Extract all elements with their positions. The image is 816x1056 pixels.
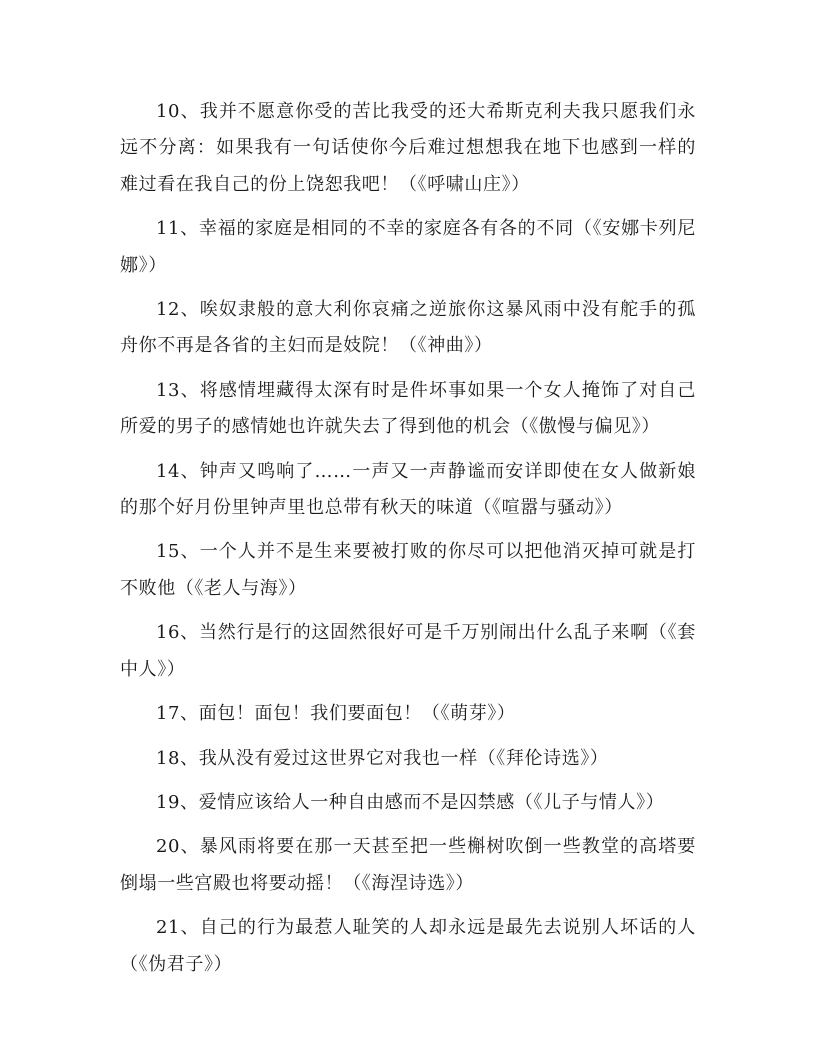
quote-paragraph-16: 16、当然行是行的这固然很好可是千万别闹出什么乱子来啊（《套中人》）	[120, 622, 696, 680]
quote-paragraph-17: 17、面包！面包！我们要面包！（《萌芽》）	[156, 703, 516, 725]
quote-paragraph-10: 10、我并不愿意你受的苦比我受的还大希斯克利夫我只愿我们永远不分离：如果我有一句话使你今后难过想想我在地下也感到一样的难过看在我自己的份上饶恕我吧！（《呼啸山庄》）	[120, 101, 696, 195]
quote-paragraph-11: 11、幸福的家庭是相同的不幸的家庭各有各的不同（《安娜卡列尼娜》）	[120, 218, 696, 276]
quote-paragraph-21: 21、自己的行为最惹人耻笑的人却永远是最先去说别人坏话的人（《伪君子》）	[120, 917, 696, 975]
quote-paragraph-12: 12、唉奴隶般的意大利你哀痛之逆旅你这暴风雨中没有舵手的孤舟你不再是各省的主妇而是妓院！（《神曲》）	[120, 299, 696, 357]
document-page	[120, 94, 696, 991]
quote-paragraph-15: 15、一个人并不是生来要被打败的你尽可以把他消灭掉可就是打不败他（《老人与海》）	[120, 541, 696, 599]
quote-paragraph-20: 20、暴风雨将要在那一天甚至把一些槲树吹倒一些教堂的高塔要倒塌一些宫殿也将要动摇！（《海涅诗选》）	[120, 836, 696, 894]
quote-paragraph-13: 13、将感情埋藏得太深有时是件坏事如果一个女人掩饰了对自己所爱的男子的感情她也许就失去了得到他的机会（《傲慢与偏见》）	[120, 379, 696, 438]
quote-paragraph-18: 18、我从没有爱过这世界它对我也一样（《拜伦诗选》）	[156, 747, 609, 769]
quote-paragraph-19: 19、爱情应该给人一种自由感而不是囚禁感（《儿子与情人》）	[156, 791, 665, 813]
quote-paragraph-14: 14、钟声又鸣响了……一声又一声静谧而安详即使在女人做新娘的那个好月份里钟声里也总带有秋天的味道（《喧嚣与骚动》）	[120, 460, 696, 519]
